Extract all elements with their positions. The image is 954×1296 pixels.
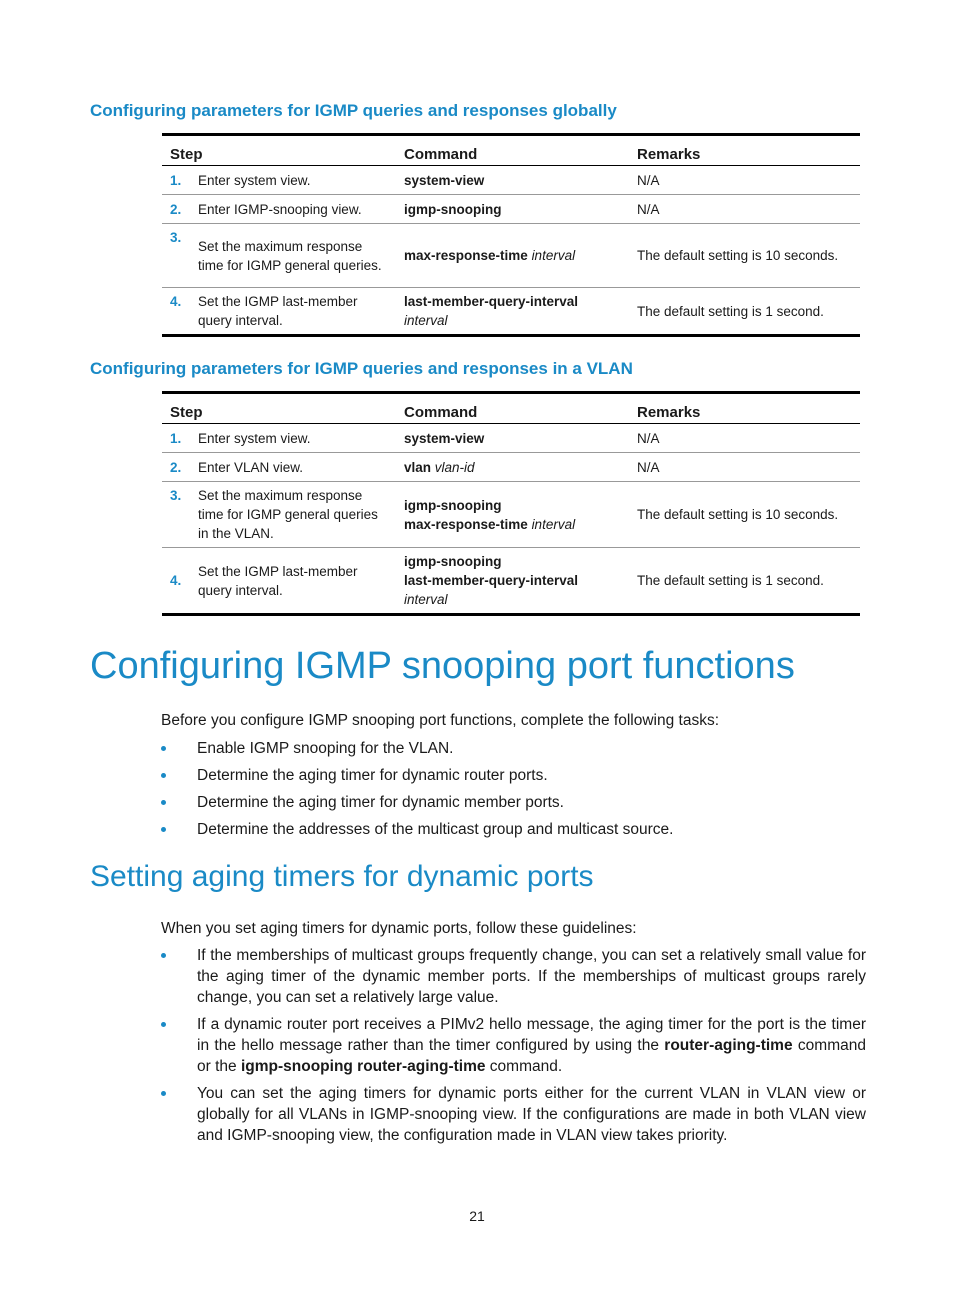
command-argument: interval <box>531 248 576 263</box>
list-item <box>161 945 866 1008</box>
chapter-title: Configuring IGMP snooping port functions <box>90 645 795 687</box>
list-item-text: Determine the aging timer for dynamic router ports. <box>197 767 548 784</box>
step-command <box>396 166 629 195</box>
step-remarks: The default setting is 1 second. <box>629 288 860 336</box>
list-item <box>161 765 866 786</box>
step-remarks: The default setting is 10 seconds. <box>629 224 860 288</box>
list-item-text <box>197 1016 866 1075</box>
section-heading-global: Configuring parameters for IGMP queries and responses globally <box>90 101 617 120</box>
header-step: Step <box>162 135 396 166</box>
command-keyword: router-aging-time <box>664 1037 793 1054</box>
step-number: 2. <box>162 195 190 224</box>
command-argument: interval <box>531 516 576 532</box>
step-description: Enter system view. <box>190 166 396 195</box>
list-item <box>161 1014 866 1077</box>
vlan-config-table <box>162 391 860 616</box>
table-row <box>162 288 860 336</box>
list-item-text: You can set the aging timers for dynamic ports either for the current VLAN in VLAN view or globally for all VLANs in IGMP-snooping view. If the configurations are made in both VLAN view and IGMP-snooping view, the configuration made in VLAN view takes priority. <box>197 1085 866 1144</box>
bullet-icon <box>161 953 166 958</box>
step-remarks: N/A <box>629 424 860 453</box>
step-command <box>396 288 629 336</box>
table-row <box>162 482 860 548</box>
command-keyword: max-response-time <box>404 516 528 532</box>
guideline-list <box>161 945 866 1152</box>
command-keyword: vlan <box>404 459 432 475</box>
step-remarks: N/A <box>629 166 860 195</box>
step-description: Enter system view. <box>190 424 396 453</box>
command-keyword: igmp-snooping <box>404 554 502 569</box>
step-command <box>396 548 629 615</box>
table-row <box>162 548 860 615</box>
bullet-icon <box>161 800 166 805</box>
list-item-text: Enable IGMP snooping for the VLAN. <box>197 740 454 757</box>
list-item <box>161 1083 866 1146</box>
prerequisite-list <box>161 738 866 846</box>
section-title-aging: Setting aging timers for dynamic ports <box>90 860 594 893</box>
step-number: 1. <box>162 424 190 453</box>
list-item <box>161 792 866 813</box>
section-heading-vlan: Configuring parameters for IGMP queries and responses in a VLAN <box>90 359 633 378</box>
command-keyword: max-response-time <box>404 248 528 263</box>
list-item <box>161 819 866 840</box>
bullet-icon <box>161 827 166 832</box>
list-item-text: Determine the addresses of the multicast group and multicast source. <box>197 821 674 838</box>
bullet-icon <box>161 1022 166 1027</box>
step-remarks: N/A <box>629 195 860 224</box>
header-command: Command <box>396 135 629 166</box>
step-command <box>396 453 629 482</box>
table-row <box>162 424 860 453</box>
header-command: Command <box>396 393 629 424</box>
global-config-table <box>162 133 860 337</box>
table-row <box>162 453 860 482</box>
step-number: 4. <box>162 288 190 336</box>
step-number: 4. <box>162 548 190 615</box>
aging-intro: When you set aging timers for dynamic ports, follow these guidelines: <box>161 920 637 937</box>
step-description: Set the IGMP last-member query interval. <box>190 288 396 336</box>
step-description: Set the maximum response time for IGMP general queries in the VLAN. <box>190 482 396 548</box>
step-command <box>396 224 629 288</box>
step-remarks: The default setting is 1 second. <box>629 548 860 615</box>
header-remarks: Remarks <box>629 393 860 424</box>
text-run: command or the <box>197 1037 866 1075</box>
command-keyword: last-member-query-interval <box>404 294 579 309</box>
step-number: 1. <box>162 166 190 195</box>
table-row <box>162 195 860 224</box>
step-remarks: N/A <box>629 453 860 482</box>
step-number: 3. <box>162 482 190 548</box>
header-step: Step <box>162 393 396 424</box>
list-item-text: Determine the aging timer for dynamic member ports. <box>197 794 564 811</box>
step-command <box>396 424 629 453</box>
bullet-icon <box>161 1091 166 1096</box>
text-run: command. <box>485 1058 563 1075</box>
table-header-row <box>162 135 860 166</box>
step-remarks: The default setting is 10 seconds. <box>629 482 860 548</box>
chapter-intro: Before you configure IGMP snooping port functions, complete the following tasks: <box>161 712 720 729</box>
step-description: Set the IGMP last-member query interval. <box>190 548 396 615</box>
bullet-icon <box>161 746 166 751</box>
list-item <box>161 738 866 759</box>
page-number: 21 <box>469 1208 485 1224</box>
command-keyword: system-view <box>404 430 485 446</box>
step-description: Set the maximum response time for IGMP general queries. <box>190 224 396 288</box>
step-number: 2. <box>162 453 190 482</box>
command-keyword: igmp-snooping <box>404 201 502 217</box>
table-header-row <box>162 393 860 424</box>
list-item-text: If the memberships of multicast groups frequently change, you can set a relatively small value for the aging timer of the dynamic member ports. If the memberships of multicast groups rarely change, you can set a relatively large value. <box>197 947 866 1006</box>
step-description: Enter IGMP-snooping view. <box>190 195 396 224</box>
step-description: Enter VLAN view. <box>190 453 396 482</box>
command-argument: vlan-id <box>434 459 475 475</box>
table-row <box>162 166 860 195</box>
step-command <box>396 482 629 548</box>
command-keyword: igmp-snooping <box>404 497 502 513</box>
header-remarks: Remarks <box>629 135 860 166</box>
command-argument: interval <box>404 592 448 607</box>
text-run: If a dynamic router port receives a PIMv2 hello message, the aging timer for the port is the timer in the hello message rather than the timer configured by using the <box>197 1016 866 1054</box>
command-keyword: last-member-query-interval <box>404 573 579 588</box>
command-keyword: system-view <box>404 172 485 188</box>
table-row <box>162 224 860 288</box>
command-argument: interval <box>404 313 448 328</box>
bullet-icon <box>161 773 166 778</box>
step-command <box>396 195 629 224</box>
step-number: 3. <box>162 224 190 288</box>
command-keyword: igmp-snooping router-aging-time <box>240 1058 486 1075</box>
